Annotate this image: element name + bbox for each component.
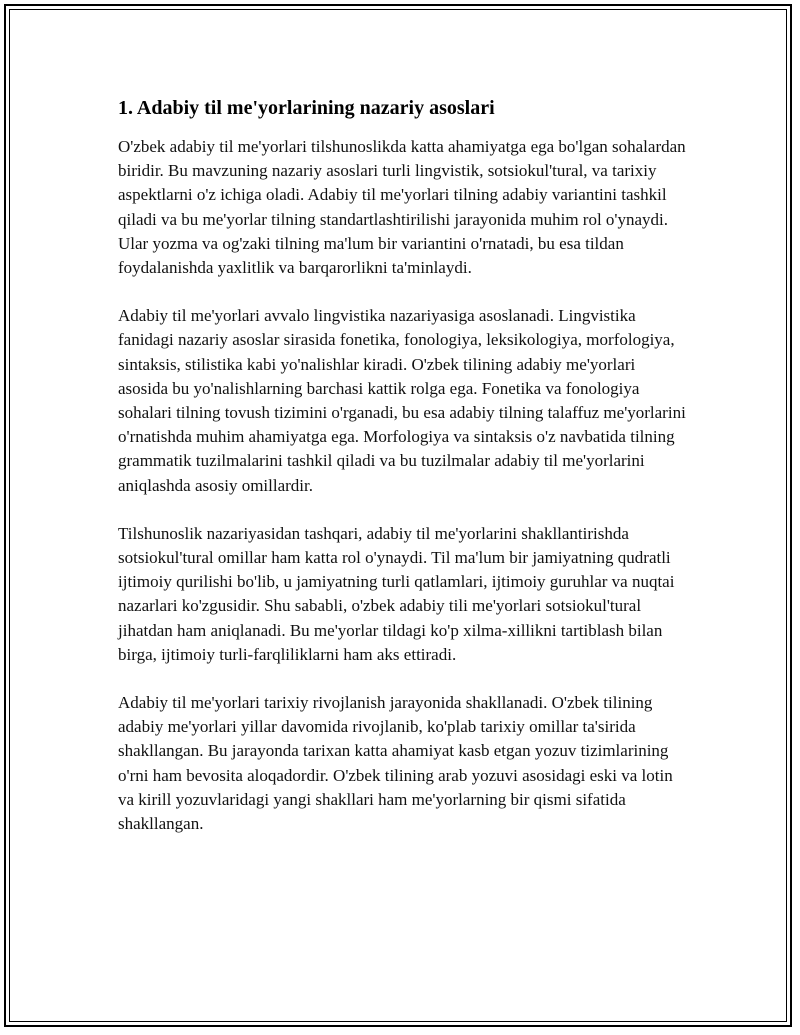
- paragraph-3: Tilshunoslik nazariyasidan tashqari, adabiy til me'yorlarini shakllantirishda sotsiokul'tural omillar ham katta rol o'ynaydi. Til ma'lum bir jamiyatning qudratli ijtimoiy qurilishi bo'lib, u jamiyatning turli qatlamlari, ijtimoiy guruhlar va nuqtai nazarlari ko'zgusidir. Shu sababli, o'zbek adabiy tili me'yorlari sotsiokul'tural jihatdan ham aniqlanadi. Bu me'yorlar tildagi ko'p xilma-xillikni tartiblash bilan birga, ijtimoiy turli-farqliliklarni ham aks ettiradi.: [118, 523, 675, 664]
- paragraph-2: Adabiy til me'yorlari avvalo lingvistika nazariyasiga asoslanadi. Lingvistika fanidagi nazariy asoslar sirasida fonetika, fonologiya, leksikologiya, morfologiya, sintaksis, stilistika kabi yo'nalishlar kiradi. O'zbek tilining adabiy me'yorlari asosida bu yo'nalishlarning barchasi kattik rolga ega. Fonetika va fonologiya sohalari tilning tovush tizimini o'rganadi, bu esa adabiy tilning talaffuz me'yorlarini o'rnatishda muhim ahamiyatga ega. Morfologiya va sintaksis o'z navbatida tilning grammatik tuzilmalarini tashkil qiladi va bu tuzilmalar adabiy til me'yorlarini aniqlashda asosiy omillardir.: [118, 306, 686, 495]
- section-heading: 1. Adabiy til me'yorlarining nazariy asoslari: [118, 97, 495, 119]
- paragraph-4: Adabiy til me'yorlari tarixiy rivojlanish jarayonida shakllanadi. O'zbek tilining adabiy me'yorlari yillar davomida rivojlanib, ko'plab tarixiy omillar ta'sirida shakllangan. Bu jarayonda tarixan katta ahamiyat kasb etgan yozuv tizimlarining o'rni ham bevosita aloqadordir. O'zbek tilining arab yozuvi asosidagi eski va lotin va kirill yozuvlaridagi yangi shakllari ham me'yorlarning bir qismi sifatida shakllangan.: [118, 693, 673, 834]
- paragraph-1: O'zbek adabiy til me'yorlari tilshunoslikda katta ahamiyatga ega bo'lgan sohalardan biridir. Bu mavzuning nazariy asoslari turli lingvistik, sotsiokul'tural, va tarixiy aspektlarni o'z ichiga oladi. Adabiy til me'yorlari tilning adabiy variantini tashkil qiladi va bu me'yorlar tilning standartlashtirilishi jarayonida muhim rol o'ynaydi. Ular yozma va og'zaki tilning ma'lum bir variantini o'rnatadi, bu esa tildan foydalanishda yaxlitlik va barqarorlikni ta'minlaydi.: [118, 137, 686, 278]
- document-body: [118, 95, 686, 860]
